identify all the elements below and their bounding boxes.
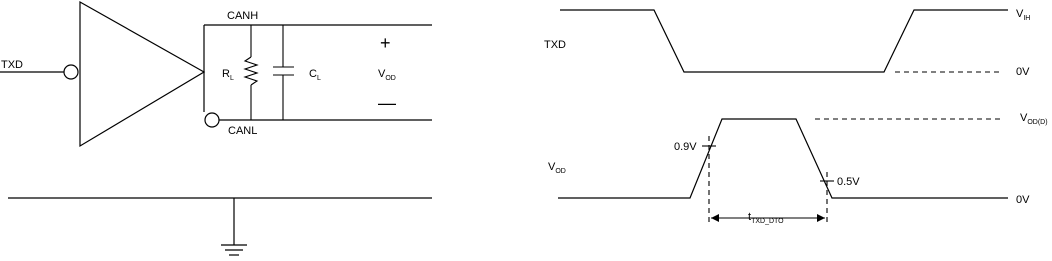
load-resistor xyxy=(245,25,257,120)
vih-label: $V_{IH}$ xyxy=(1016,8,1031,22)
vod-timing-label: $V_{OD}$ xyxy=(548,161,566,175)
txd-waveform xyxy=(560,10,1008,72)
resistor-label: $R_L$ xyxy=(222,68,234,82)
canl-inverting-bubble xyxy=(205,113,219,127)
canh-label: CANH xyxy=(227,10,259,22)
vodd-label: $V_{OD(D)}$ xyxy=(1020,112,1048,126)
txd-timing-label: TXD xyxy=(544,39,566,51)
timing-diagram xyxy=(544,8,1048,225)
capacitor-label: $C_L$ xyxy=(309,68,321,82)
txd-zero-volt-label: 0V xyxy=(1016,66,1030,78)
ground-icon xyxy=(221,245,247,255)
load-capacitor xyxy=(273,25,294,120)
test-circuit xyxy=(0,2,432,255)
vod-minus-sign: — xyxy=(378,93,396,113)
driver-triangle xyxy=(80,2,204,146)
canl-label: CANL xyxy=(228,125,258,137)
inverting-input-bubble xyxy=(64,65,78,79)
threshold-high-label: 0.9V xyxy=(674,141,697,153)
txd-input-label: TXD xyxy=(1,59,23,71)
vod-zero-volt-label: 0V xyxy=(1016,194,1030,206)
vod-circuit-label: $V_{OD}$ xyxy=(378,68,396,82)
threshold-low-label: 0.5V xyxy=(837,176,860,188)
vod-plus-sign: + xyxy=(380,33,391,53)
vod-waveform xyxy=(558,119,1008,198)
timeout-interval-label: $t_{TXD\_DTO}$ xyxy=(748,211,784,225)
